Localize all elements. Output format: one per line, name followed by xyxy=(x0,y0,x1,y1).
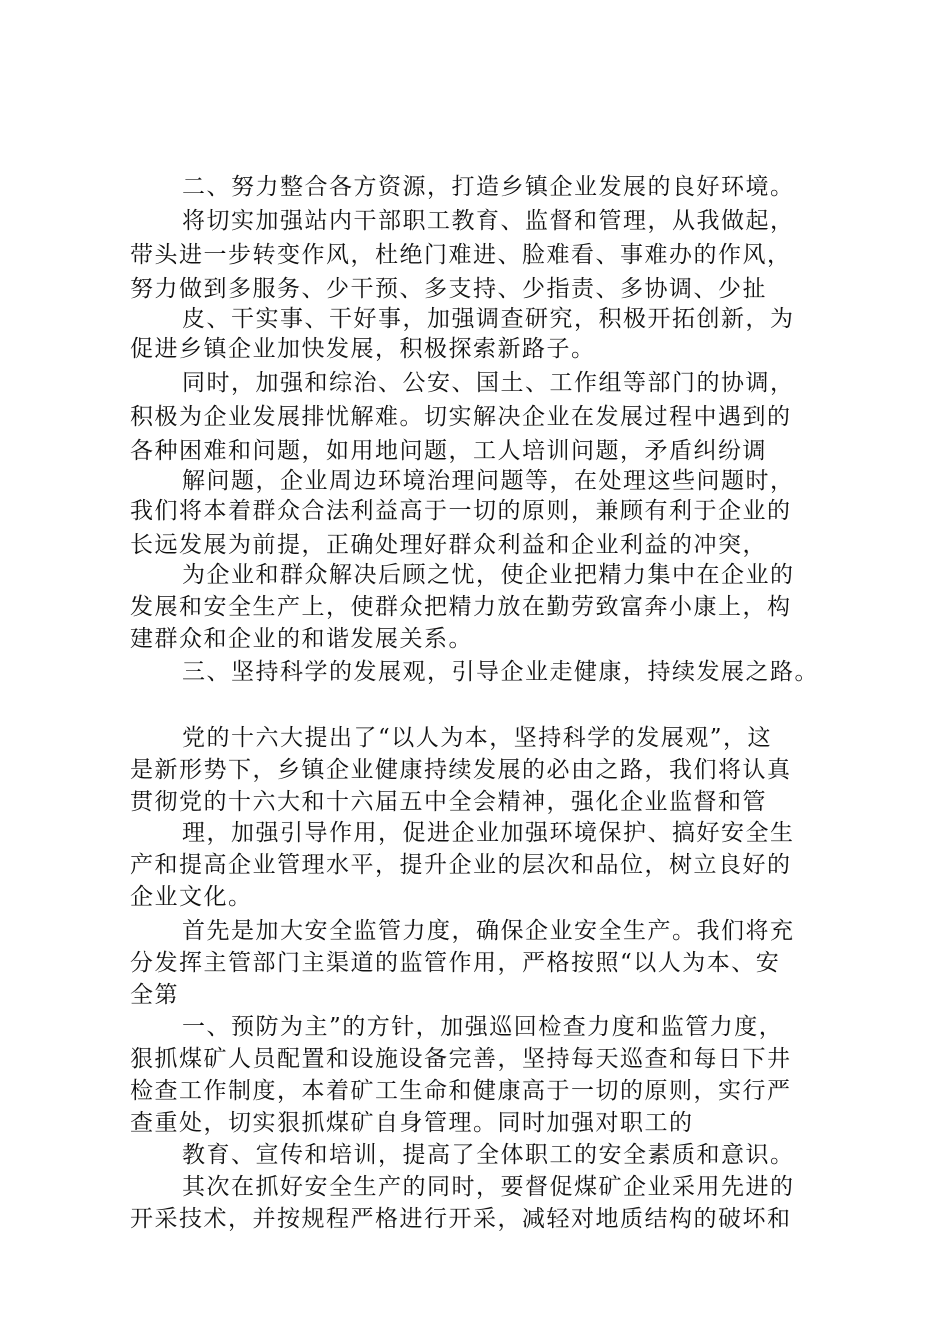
paragraph-line: 各种困难和问题，如用地问题，工人培训问题，矛盾纠纷调 xyxy=(130,438,767,464)
paragraph-line: 其次在抓好安全生产的同时，要督促煤矿企业采用先进的 xyxy=(182,1174,795,1200)
paragraph-line: 首先是加大安全监管力度，确保企业安全生产。我们将充 xyxy=(182,918,795,944)
paragraph-line: 是新形势下，乡镇企业健康持续发展的必由之路，我们将认真 xyxy=(130,757,792,783)
paragraph-line: 企业文化。 xyxy=(130,884,253,910)
paragraph-line: 努力做到多服务、少干预、多支持、少指责、多协调、少扯 xyxy=(130,276,767,302)
paragraph-line: 解问题，企业周边环境治理问题等，在处理这些问题时， xyxy=(182,468,795,494)
paragraph-line: 理，加强引导作用，促进企业加强环境保护、搞好安全生 xyxy=(182,820,795,846)
paragraph-line: 贯彻党的十六大和十六届五中全会精神，强化企业监督和管 xyxy=(130,789,767,815)
paragraph-line: 党的十六大提出了“以人为本，坚持科学的发展观”，这 xyxy=(182,725,773,751)
paragraph-line: 皮、干实事、干好事，加强调查研究，积极开拓创新，为 xyxy=(182,306,795,332)
paragraph-line: 将切实加强站内干部职工教育、监督和管理，从我做起， xyxy=(182,208,795,234)
paragraph-line: 为企业和群众解决后顾之忧，使企业把精力集中在企业的 xyxy=(182,562,795,588)
paragraph-line: 带头进一步转变作风，杜绝门难进、脸难看、事难办的作风， xyxy=(130,242,792,268)
paragraph-line: 开采技术，并按规程严格进行开采，减轻对地质结构的破坏和 xyxy=(130,1206,792,1232)
section-heading-3: 三、坚持科学的发展观，引导企业走健康，持续发展之路。 xyxy=(182,659,819,685)
paragraph-line: 同时，加强和综治、公安、国土、工作组等部门的协调， xyxy=(182,370,795,396)
paragraph-line: 查重处，切实狠抓煤矿自身管理。同时加强对职工的 xyxy=(130,1110,694,1136)
paragraph-line: 长远发展为前提，正确处理好群众利益和企业利益的冲突， xyxy=(130,532,767,558)
section-heading-2: 二、努力整合各方资源，打造乡镇企业发展的良好环境。 xyxy=(182,174,795,200)
paragraph-line: 分发挥主管部门主渠道的监管作用，严格按照“以人为本、安 xyxy=(130,950,781,976)
paragraph-line: 全第 xyxy=(130,982,179,1008)
paragraph-line: 促进乡镇企业加快发展，积极探索新路子。 xyxy=(130,336,596,362)
paragraph-line: 建群众和企业的和谐发展关系。 xyxy=(130,626,473,652)
paragraph-line: 积极为企业发展排忧解难。切实解决企业在发展过程中遇到的 xyxy=(130,404,792,430)
paragraph-line: 检查工作制度，本着矿工生命和健康高于一切的原则，实行严 xyxy=(130,1078,792,1104)
paragraph-line: 发展和安全生产上，使群众把精力放在勤劳致富奔小康上，构 xyxy=(130,594,792,620)
paragraph-line: 一、预防为主”的方针，加强巡回检查力度和监管力度， xyxy=(182,1014,784,1040)
paragraph-line: 产和提高企业管理水平，提升企业的层次和品位，树立良好的 xyxy=(130,852,792,878)
paragraph-line: 教育、宣传和培训，提高了全体职工的安全素质和意识。 xyxy=(182,1142,795,1168)
paragraph-line: 我们将本着群众合法利益高于一切的原则，兼顾有利于企业的 xyxy=(130,498,792,524)
paragraph-line: 狠抓煤矿人员配置和设施设备完善，坚持每天巡查和每日下井 xyxy=(130,1046,792,1072)
